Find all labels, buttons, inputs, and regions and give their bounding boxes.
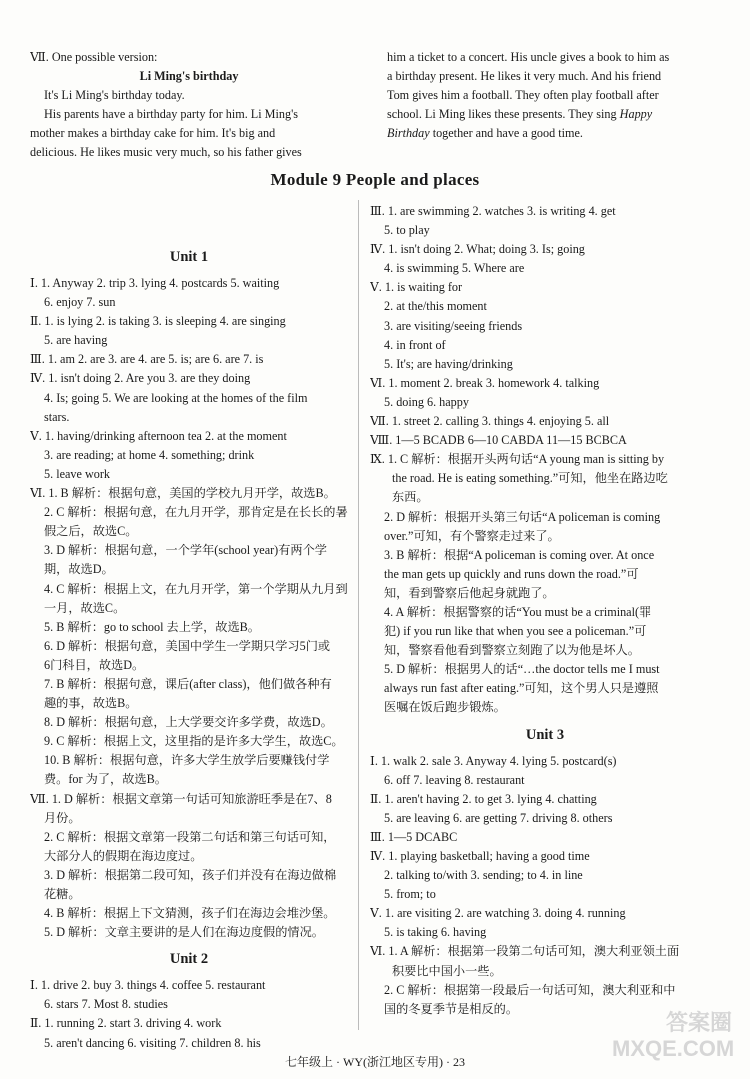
unit-heading: Unit 3 [525, 726, 565, 743]
answer-line: 5. D 解析：根据男人的话“…the doctor tells me I must [384, 662, 660, 677]
answer-line: 2. C 解析：根据第一段最后一句话可知，澳大利亚和中 [384, 982, 676, 997]
answer-line: school. Li Ming likes these presents. They sing Happy [387, 107, 653, 122]
answer-line: 知，看到警察后他起身就跑了。 [384, 585, 555, 600]
answer-column-left [30, 240, 348, 1053]
answer-line: His parents have a birthday party for him. Li Ming's [44, 107, 299, 122]
answer-line: the man gets up quickly and runs down the road.”可 [384, 566, 639, 581]
answer-line: Ⅶ. One possible version: [30, 50, 158, 64]
answer-line: 6门科目，故选D。 [44, 657, 145, 672]
answer-line: 花糖。 [44, 887, 81, 901]
answer-line: 3. D 解析：根据第二段可知，孩子们并没有在海边做棉 [44, 867, 337, 882]
answer-line: mother makes a birthday cake for him. It's big and [30, 126, 276, 141]
answer-line: a birthday present. He likes it very much. And his friend [387, 69, 662, 84]
answer-line: 国的冬夏季节是相反的。 [384, 1001, 519, 1016]
answer-line: 3. are visiting/seeing friends [384, 318, 523, 333]
answer-line: 7. B 解析：根据句意，课后(after class)，他们做各种有 [44, 676, 332, 691]
answer-line: 4. is swimming 5. Where are [384, 261, 525, 276]
answer-line: Ⅵ. 1. B 解析：根据句意，美国的学校九月开学，故选B。 [30, 486, 336, 501]
answer-line: the road. He is eating something.”可知，他坐在路边吃 [392, 471, 668, 486]
answer-line: 5. D 解析：文章主要讲的是人们在海边度假的情况。 [44, 925, 324, 940]
answer-line: 一月，故选C。 [44, 600, 126, 615]
watermark-text: 答案圈 MXQE.COM [612, 1010, 735, 1061]
answer-line: Ⅰ. 1. Anyway 2. trip 3. lying 4. postcards 5. waiting [30, 276, 280, 290]
answer-line: 5. is taking 6. having [384, 925, 487, 940]
answer-line: 6. stars 7. Most 8. studies [44, 997, 168, 1012]
answer-line: 4. A 解析：根据警察的话“You must be a criminal(罪 [384, 604, 652, 619]
answer-line: 5. doing 6. happy [384, 394, 469, 409]
answer-line: 犯) if you run like that when you see a policeman.”可 [384, 624, 647, 639]
answer-line: Ⅴ. 1. is waiting for [370, 280, 463, 295]
answer-line: Tom gives him a football. They often play football after [387, 88, 659, 103]
answer-line: Ⅱ. 1. is lying 2. is taking 3. is sleeping 4. are singing [30, 314, 286, 329]
answer-line: him a ticket to a concert. His uncle gives a book to him as [387, 50, 670, 64]
essay-column-right [387, 48, 720, 143]
answer-line: 6. enjoy 7. sun [44, 295, 116, 310]
answer-line: 3. B 解析：根据“A policeman is coming over. At once [384, 547, 655, 562]
answer-line: 3. D 解析：根据句意，一个学年(school year)有两个学 [44, 543, 327, 558]
answer-line: 8. D 解析：根据句意，上大学要交许多学费，故选D。 [44, 715, 333, 730]
answer-line: Ⅴ. 1. having/drinking afternoon tea 2. at the moment [30, 428, 287, 443]
answer-line: Ⅱ. 1. running 2. start 3. driving 4. work [30, 1016, 222, 1031]
watermark-logo [612, 1010, 735, 1068]
answer-line: 5. from; to [384, 887, 436, 902]
answer-line: delicious. He likes music very much, so his father gives [30, 145, 302, 160]
answer-line: always run fast after eating.”可知，这个男人只是遵照 [384, 681, 659, 696]
answer-line: 月份。 [44, 810, 81, 825]
answer-line: 5. aren't dancing 6. visiting 7. children 8. his [44, 1035, 261, 1050]
answer-line: Ⅳ. 1. isn't doing 2. What; doing 3. Is; going [370, 242, 585, 257]
answer-line: over.”可知，有个警察走过来了。 [384, 528, 560, 543]
answer-line: Ⅸ. 1. C 解析：根据开头两句话“A young man is sitting by [370, 452, 665, 467]
answer-line: 积要比中国小一些。 [392, 963, 502, 978]
answer-line: 9. C 解析：根据上文，这里指的是许多大学生，故选C。 [44, 734, 344, 749]
answer-line: 5. leave work [44, 466, 110, 481]
answer-line: Ⅰ. 1. drive 2. buy 3. things 4. coffee 5. restaurant [30, 978, 266, 993]
answer-line: 费。for 为了，故选B。 [44, 772, 167, 787]
answer-line: 东西。 [392, 490, 429, 505]
answer-line: 2. D 解析：根据开头第三句话“A policeman is coming [384, 509, 661, 524]
answer-line: Ⅲ. 1. are swimming 2. watches 3. is writing 4. get [370, 204, 616, 218]
answer-line: Birthday together and have a good time. [387, 126, 583, 141]
column-divider [358, 200, 359, 1030]
unit-heading: Unit 1 [169, 249, 209, 265]
answer-line: 知，警察看他看到警察立刻跑了以为他是坏人。 [384, 643, 640, 658]
answer-line: 3. are reading; at home 4. something; drink [44, 447, 255, 462]
unit-heading: Unit 2 [169, 951, 209, 968]
answer-line: 2. at the/this moment [384, 299, 487, 314]
answer-line: Li Ming's birthday [139, 69, 239, 84]
page-footer: 七年级上 · WY(浙江地区专用) · 23 [285, 1055, 465, 1069]
answer-line: Ⅰ. 1. walk 2. sale 3. Anyway 4. lying 5. postcard(s) [370, 753, 617, 768]
answer-line: Ⅳ. 1. isn't doing 2. Are you 3. are they doing [30, 371, 251, 386]
answer-line: 4. B 解析：根据上下文猜测，孩子们在海边会堆沙堡。 [44, 906, 336, 921]
answer-line: 2. C 解析：根据文章第一段第二句话和第三句话可知， [44, 829, 336, 844]
answer-line: 假之后，故选C。 [44, 524, 138, 539]
answer-line: Ⅳ. 1. playing basketball; having a good time [370, 849, 590, 863]
module-title: Module 9 People and places [270, 170, 480, 189]
answer-line: 6. D 解析：根据句意，美国中学生一学期只学习5门或 [44, 638, 331, 653]
answer-line: Ⅵ. 1. A 解析：根据第一段第二句话可知，澳大利亚领土面 [370, 944, 680, 959]
answer-line: stars. [44, 409, 70, 424]
answer-line: 5. to play [384, 223, 430, 238]
answer-line: 4. in front of [384, 337, 446, 352]
answer-line: Ⅵ. 1. moment 2. break 3. homework 4. talking [370, 375, 600, 390]
answer-column-right [370, 202, 720, 1019]
answer-line: Ⅶ. 1. D 解析：根据文章第一句话可知旅游旺季是在7、8 [30, 791, 332, 806]
answer-line: 10. B 解析：根据句意，许多大学生放学后要赚钱付学 [44, 753, 330, 768]
answer-line: 趣的事，故选B。 [44, 696, 138, 711]
answer-line: Ⅴ. 1. are visiting 2. are watching 3. doing 4. running [370, 906, 626, 921]
answer-line: 期，故选D。 [44, 562, 114, 577]
answer-line: 5. are leaving 6. are getting 7. driving 8. others [384, 810, 613, 825]
answer-line: 大部分人的假期在海边度过。 [44, 848, 203, 863]
essay-column-left [30, 48, 348, 163]
answer-line: 5. It's; are having/drinking [384, 356, 513, 371]
answer-line: 2. C 解析：根据句意，在九月开学，那肯定是在长长的暑 [44, 505, 348, 520]
answer-line: Ⅲ. 1—5 DCABC [370, 829, 458, 844]
answer-line: 4. C 解析：根据上文，在九月开学，第一个学期从九月到 [44, 581, 348, 596]
answer-line: Ⅷ. 1—5 BCADB 6—10 CABDA 11—15 BCBCA [370, 433, 627, 448]
answer-line: 医嘱在饭后跑步锻炼。 [384, 700, 506, 715]
answer-line: It's Li Ming's birthday today. [44, 88, 185, 103]
answer-line: 2. talking to/with 3. sending; to 4. in line [384, 868, 583, 883]
answer-line: 6. off 7. leaving 8. restaurant [384, 772, 525, 787]
answer-line: Ⅲ. 1. am 2. are 3. are 4. are 5. is; are 6. are 7. is [30, 352, 264, 367]
answer-line: 5. are having [44, 333, 108, 348]
answer-line: Ⅱ. 1. aren't having 2. to get 3. lying 4. chatting [370, 791, 597, 806]
answer-line: 4. Is; going 5. We are looking at the homes of the film [44, 390, 308, 405]
answer-line: 5. B 解析：go to school 去上学，故选B。 [44, 619, 260, 634]
answer-line: Ⅶ. 1. street 2. calling 3. things 4. enjoying 5. all [370, 414, 610, 429]
